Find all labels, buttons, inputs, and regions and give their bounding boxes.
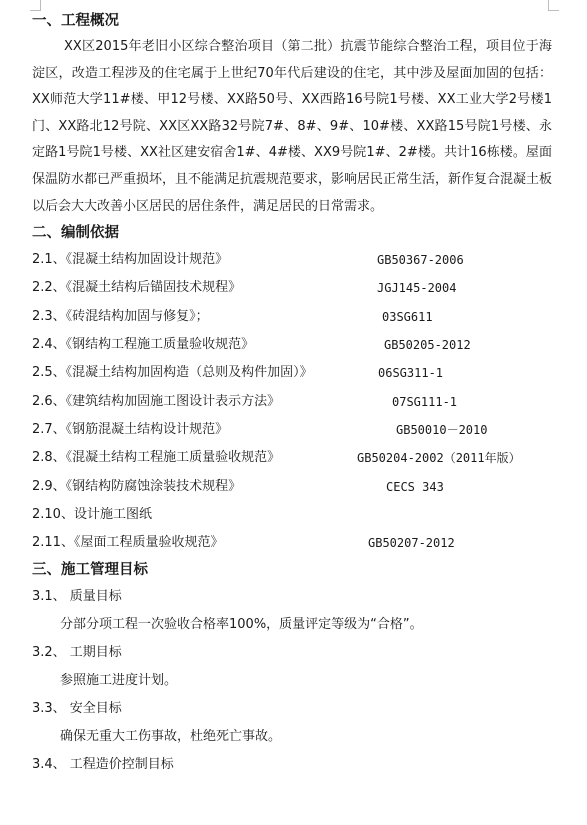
reference-code: GB50010－2010 — [396, 422, 488, 437]
subsection-body: 分部分项工程一次验收合格率100%，质量评定等级为“合格”。 — [60, 617, 423, 633]
subsection-title: 3.1、 质量目标 — [32, 589, 122, 605]
project-overview-paragraph: XX区2015年老旧小区综合整治项目（第二批）抗震节能综合整治工程，项目位于海淀区，改造工程涉及的住宅属于上世纪70年代后建设的住宅，其中涉及屋面加固的包括：XX师范大学11#楼、甲12号楼、XX路50号、XX西路16号院1号楼、XX工业大学2号楼1门、XX路北12号院、XX区XX路32号院7#、8#、9#、10#楼、XX路15号院1号楼、永定路1号院1号楼、XX社区建安宿舍1#、4#楼、XX9号院1#、2#楼。共计16栋楼。屋面保温防水都已严重损坏，且不能满足抗震规范要求，影响居民正常生活，新作复合混凝土板以后会大大改善小区居民的居住条件，满足居民的日常需求。 — [32, 39, 553, 214]
section-heading: 二、编制依据 — [32, 225, 119, 242]
reference-item — [32, 501, 552, 529]
reference-code: JGJ145-2004 — [377, 281, 457, 296]
section-heading: 三、施工管理目标 — [32, 562, 148, 579]
reference-code: GB50367-2006 — [377, 253, 464, 268]
reference-title: 2.3、《砖混结构加固与修复》； — [32, 308, 209, 324]
reference-item — [32, 444, 552, 472]
reference-title: 2.9、《钢结构防腐蚀涂装技术规程》 — [32, 478, 242, 494]
reference-item — [32, 416, 552, 444]
subsection-title: 3.2、 工期目标 — [32, 645, 122, 661]
reference-title: 2.4、《钢结构工程施工质量验收规范》 — [32, 337, 255, 353]
reference-item — [32, 359, 552, 387]
reference-title: 2.11、《屋面工程质量验收规范》 — [32, 535, 224, 551]
subsection-title: 3.3、 安全目标 — [32, 701, 122, 717]
reference-title: 2.2、《混凝土结构后锚固技术规程》 — [32, 280, 242, 296]
reference-item — [32, 246, 552, 274]
reference-code: 06SG311-1 — [378, 366, 444, 381]
document-body — [32, 8, 552, 779]
reference-item — [32, 529, 552, 557]
subsection-body: 参照施工进度计划。 — [60, 673, 178, 689]
reference-code: CECS 343 — [386, 479, 444, 494]
reference-title: 2.8、《混凝土结构工程施工质量验收规范》 — [32, 450, 281, 466]
reference-item — [32, 303, 552, 331]
reference-item — [32, 274, 552, 302]
section-heading: 一、工程概况 — [32, 13, 119, 29]
reference-code: GB50204-2002（2011年版） — [357, 451, 521, 466]
reference-title: 2.6、《建筑结构加固施工图设计表示方法》 — [32, 393, 281, 409]
subsection-title: 3.4、 工程造价控制目标 — [32, 757, 174, 773]
reference-code: 07SG111-1 — [392, 394, 458, 409]
reference-code: 03SG611 — [382, 309, 433, 324]
reference-item — [32, 473, 552, 501]
reference-title: 2.1、《混凝土结构加固设计规范》 — [32, 252, 229, 268]
subsection-body: 确保无重大工伤事故，杜绝死亡事故。 — [60, 729, 282, 745]
reference-title: 2.5、《混凝土结构加固构造（总则及构件加固）》 — [32, 365, 313, 381]
reference-code: GB50207-2012 — [368, 536, 455, 551]
reference-code: GB50205-2012 — [384, 338, 471, 353]
reference-item — [32, 388, 552, 416]
reference-title: 2.10、设计施工图纸 — [32, 506, 152, 522]
reference-item — [32, 331, 552, 359]
reference-title: 2.7、《钢筋混凝土结构设计规范》 — [32, 421, 229, 437]
